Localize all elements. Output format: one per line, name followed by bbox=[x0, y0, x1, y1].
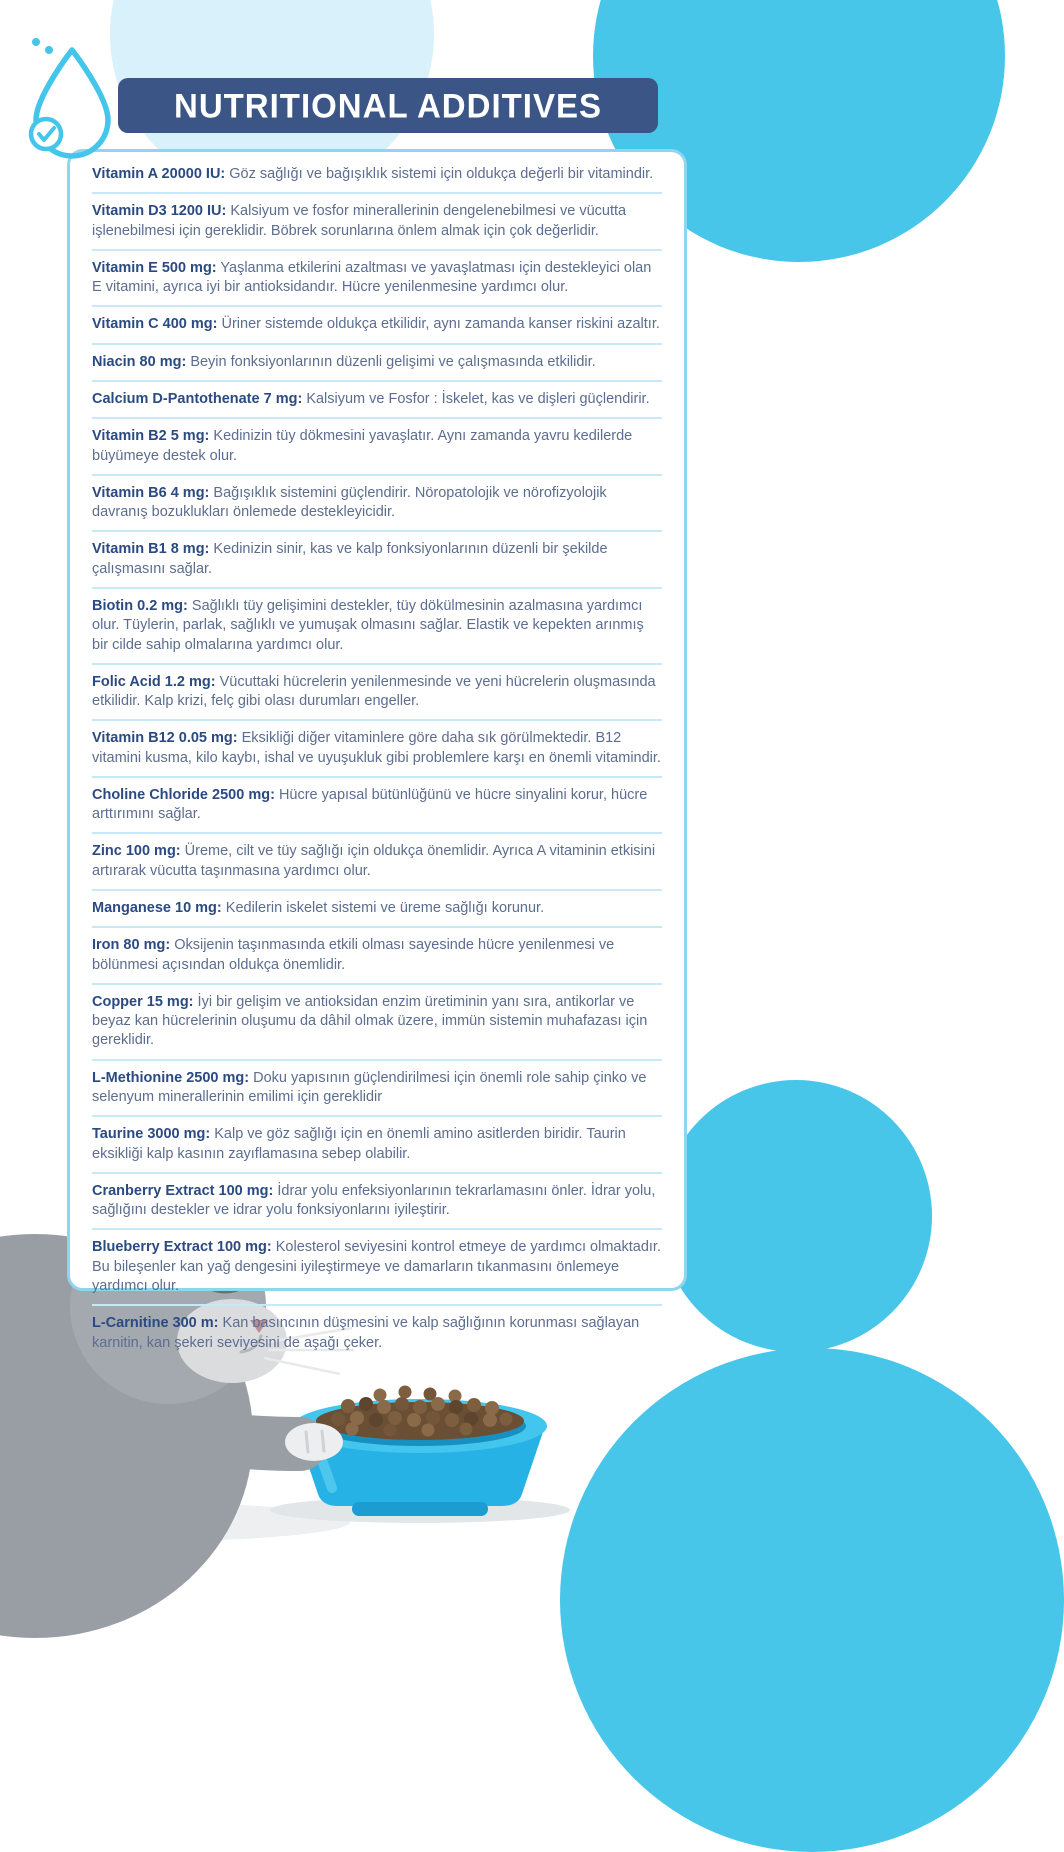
additive-description: Üreme, cilt ve tüy sağlığı için oldukça önemlidir. Ayrıca A vitaminin etkisini artırarak vücutta taşınmasına yardımcı olur. bbox=[92, 843, 656, 879]
additive-name: Iron 80 mg: bbox=[92, 937, 171, 954]
additive-item bbox=[92, 307, 662, 344]
additives-panel bbox=[67, 149, 687, 1351]
additive-text bbox=[92, 936, 662, 975]
water-drop-icon bbox=[22, 34, 122, 160]
kibble bbox=[316, 1386, 524, 1441]
additive-description: Kan basıncının düşmesini ve kalp sağlığının korunması sağlayan karnitin, kan şekeri seviyesini de aşağı çeker. bbox=[92, 1315, 640, 1351]
additive-name: Vitamin B1 8 mg: bbox=[92, 541, 210, 558]
additive-name: Vitamin A 20000 IU: bbox=[92, 166, 226, 182]
additive-description: Kalsiyum ve fosfor minerallerinin dengelenebilmesi ve vücutta işlenebilmesi için gereklidir. Böbrek sorunlarına önlem almak için çok değerlidir. bbox=[92, 203, 627, 239]
additive-description: Kalsiyum ve Fosfor : İskelet, kas ve dişleri güçlendirir. bbox=[306, 390, 650, 407]
additive-name: L-Methionine 2500 mg: bbox=[92, 1069, 250, 1086]
additive-item bbox=[92, 194, 662, 251]
additive-text bbox=[92, 390, 662, 409]
additive-name: Cranberry Extract 100 mg: bbox=[92, 1182, 274, 1199]
additive-text bbox=[92, 353, 662, 372]
additive-text bbox=[92, 202, 662, 241]
additive-text bbox=[92, 1182, 662, 1221]
additive-text bbox=[92, 673, 662, 712]
additive-text bbox=[92, 315, 662, 334]
additive-item bbox=[92, 157, 662, 194]
additive-text bbox=[92, 786, 662, 825]
additive-item bbox=[92, 1230, 662, 1306]
additive-item bbox=[92, 382, 662, 419]
additive-item bbox=[92, 419, 662, 476]
additive-item bbox=[92, 985, 662, 1061]
additive-text bbox=[92, 729, 662, 768]
additive-description: Hücre yapısal bütünlüğünü ve hücre sinyalini korur, hücre arttırımını sağlar. bbox=[92, 786, 648, 823]
additive-text bbox=[92, 1314, 662, 1353]
additive-text bbox=[92, 540, 662, 579]
additive-name: Blueberry Extract 100 mg: bbox=[92, 1239, 272, 1256]
additive-name: Vitamin B12 0.05 mg: bbox=[92, 730, 238, 747]
additive-text bbox=[92, 899, 662, 918]
additive-text bbox=[92, 1125, 662, 1164]
additive-name: Taurine 3000 mg: bbox=[92, 1126, 211, 1143]
additive-description: Kedilerin iskelet sistemi ve üreme sağlığı korunur. bbox=[225, 900, 545, 917]
additive-text bbox=[92, 1238, 662, 1296]
additive-item bbox=[92, 532, 662, 589]
additive-description: Kedinizin sinir, kas ve kalp fonksiyonlarının düzenli bir şekilde çalışmasını sağlar. bbox=[92, 541, 608, 577]
additive-description: Doku yapısının güçlendirilmesi için önemli role sahip çinko ve selenyum minerallerinin emilimi için gereklidir bbox=[92, 1069, 647, 1105]
additive-description: Eksikliği diğer vitaminlere göre daha sık görülmektedir. B12 vitamini kusma, kilo kaybı, ishal ve uyuşukluk gibi problemlere karşı en önemli vitamindir. bbox=[92, 730, 661, 766]
additive-description: Vücuttaki hücrelerin yenilenmesinde ve yeni hücrelerin oluşmasında etkilidir. Kalp krizi, felç gibi olası durumları engeller. bbox=[92, 673, 656, 710]
additive-item bbox=[92, 251, 662, 308]
additive-item bbox=[92, 928, 662, 985]
additive-text bbox=[92, 259, 662, 298]
additive-description: Bağışıklık sistemini güçlendirir. Nöropatolojik ve nörofizyolojik davranış bozuklukları önlemede destekleyicidir. bbox=[92, 484, 607, 521]
additive-text bbox=[92, 484, 662, 523]
check-circle-icon bbox=[31, 119, 61, 149]
additive-text bbox=[92, 993, 662, 1051]
additive-name: Vitamin D3 1200 IU: bbox=[92, 203, 227, 220]
additive-description: Oksijenin taşınmasında etkili olması sayesinde hücre yenilenmesi ve bölünmesi açısından oldukça önemlidir. bbox=[92, 937, 615, 973]
additive-description: İdrar yolu enfeksiyonlarının tekrarlamasını önler. İdrar yolu, sağlığını destekler ve idrar yolu fonksiyonlarını iyileştirir. bbox=[92, 1182, 656, 1219]
additive-item bbox=[92, 345, 662, 382]
additive-name: L-Carnitine 300 m: bbox=[92, 1315, 219, 1332]
additive-description: Kalp ve göz sağlığı için en önemli amino asitlerden biridir. Taurin eksikliği kalp kasının zayıflamasına sebep olabilir. bbox=[92, 1126, 626, 1162]
cat-paw bbox=[130, 1423, 343, 1461]
additives-list bbox=[92, 157, 662, 1361]
additive-item bbox=[92, 778, 662, 835]
additive-item bbox=[92, 1306, 662, 1361]
additive-name: Choline Chloride 2500 mg: bbox=[92, 786, 275, 803]
header-bar bbox=[118, 78, 658, 133]
additive-description: Göz sağlığı ve bağışıklık sistemi için oldukça değerli bir vitamindir. bbox=[229, 166, 654, 182]
additive-description: Sağlıklı tüy gelişimini destekler, tüy dökülmesinin azalmasına yardımcı olur. Tüylerin, parlak, sağlıklı ve yumuşak olmasını sağlar. Elastik ve kepekten arınmış bir cilde sahip olmalarına yardımcı olur. bbox=[92, 597, 644, 653]
additive-name: Vitamin B6 4 mg: bbox=[92, 484, 210, 501]
additive-description: Beyin fonksiyonlarının düzenli gelişimi ve çalışmasında etkilidir. bbox=[190, 353, 596, 370]
cyan-blob-bottom-right bbox=[560, 1348, 1064, 1852]
additive-text bbox=[92, 597, 662, 655]
additive-name: Folic Acid 1.2 mg: bbox=[92, 673, 216, 690]
additive-text bbox=[92, 842, 662, 881]
additive-name: Manganese 10 mg: bbox=[92, 900, 222, 917]
additive-item bbox=[92, 665, 662, 722]
additive-name: Calcium D-Pantothenate 7 mg: bbox=[92, 390, 303, 407]
additive-item bbox=[92, 1174, 662, 1231]
additive-name: Niacin 80 mg: bbox=[92, 353, 187, 370]
additive-description: Yaşlanma etkilerini azaltması ve yavaşlatması için destekleyici olan E vitamini, ayrıca iyi bir antioksidandır. Hücre yenilenmesine yardımcı olur. bbox=[92, 259, 652, 296]
additive-item bbox=[92, 476, 662, 533]
additive-description: İyi bir gelişim ve antioksidan enzim üretiminin yanı sıra, antikorlar ve beyaz kan hücrelerinin oluşumu da dâhil olmak üzere, immün sistemin muhafazası için gereklidir. bbox=[92, 993, 648, 1049]
additive-name: Biotin 0.2 mg: bbox=[92, 597, 188, 614]
additive-description: Kedinizin tüy dökmesini yavaşlatır. Aynı zamanda yavru kedilerde büyümeye destek olur. bbox=[92, 428, 633, 464]
additive-item bbox=[92, 1117, 662, 1174]
additive-description: Kolesterol seviyesini kontrol etmeye de yardımcı olmaktadır. Bu bileşenler kan yağ dengesini iyileştirmeye ve damarların tıkanmasını önlemeye yardımcı olur. bbox=[92, 1239, 661, 1294]
additive-name: Copper 15 mg: bbox=[92, 993, 194, 1010]
additive-name: Vitamin E 500 mg: bbox=[92, 259, 217, 276]
additive-name: Zinc 100 mg: bbox=[92, 843, 181, 860]
cyan-blob-right-middle bbox=[660, 1080, 932, 1352]
additive-item bbox=[92, 834, 662, 891]
additive-item bbox=[92, 589, 662, 665]
additive-item bbox=[92, 1061, 662, 1118]
additive-name: Vitamin B2 5 mg: bbox=[92, 428, 210, 445]
additive-item bbox=[92, 721, 662, 778]
additive-text bbox=[92, 1069, 662, 1108]
additive-name: Vitamin C 400 mg: bbox=[92, 316, 218, 333]
additive-text bbox=[92, 427, 662, 466]
page-title: NUTRITIONAL ADDITIVES bbox=[173, 85, 602, 125]
additive-text bbox=[92, 165, 662, 184]
additive-description: Üriner sistemde oldukça etkilidir, aynı zamanda kanser riskini azaltır. bbox=[221, 316, 660, 333]
additive-item bbox=[92, 891, 662, 928]
